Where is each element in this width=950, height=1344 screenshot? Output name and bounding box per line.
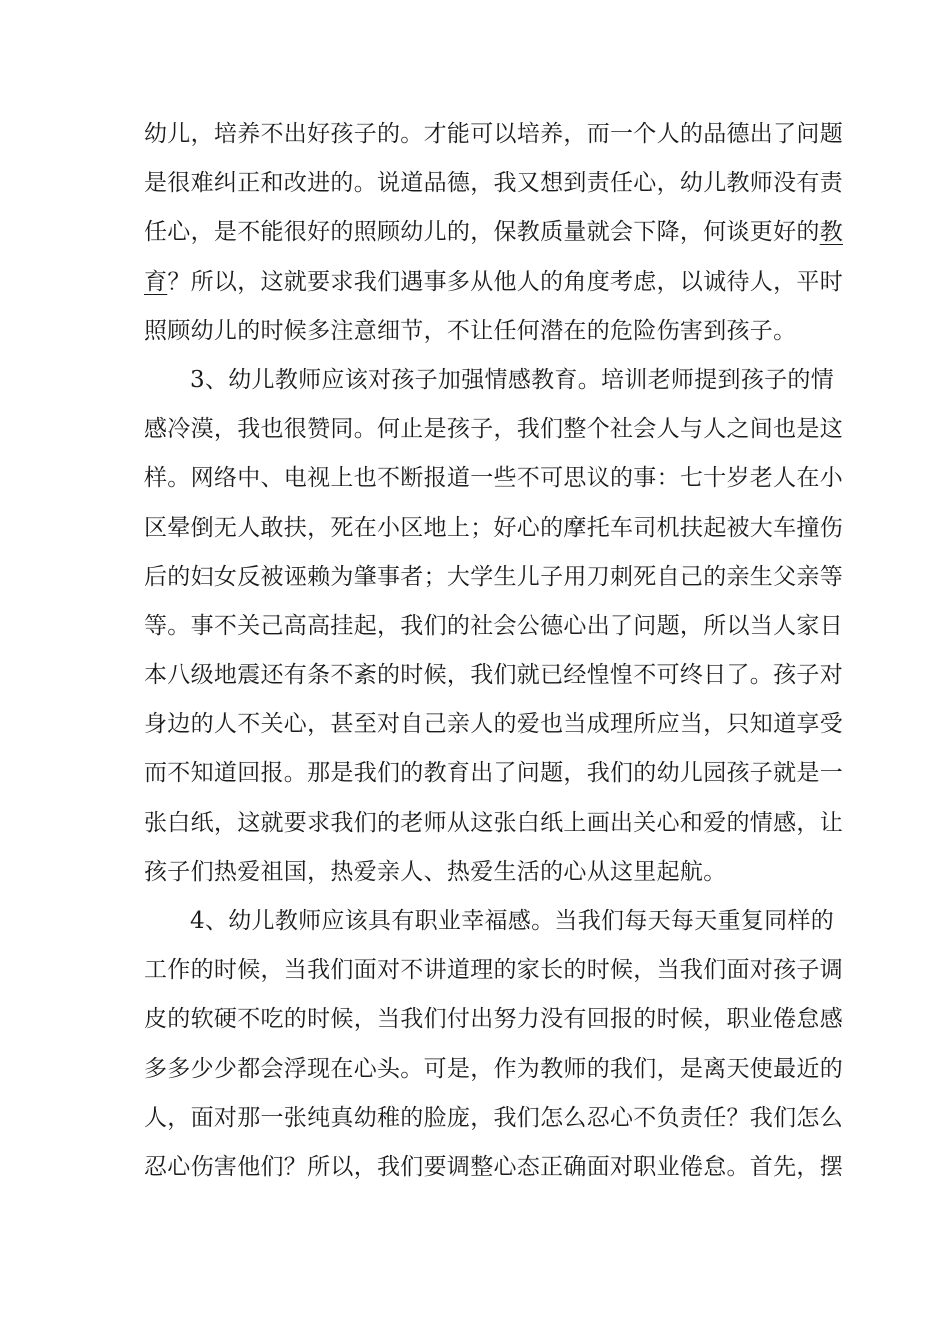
text-line: 皮的软硬不吃的时候，当我们付出努力没有回报的时候，职业倦怠感 [144, 1006, 843, 1033]
text-line: 样。网络中、电视上也不断报道一些不可思议的事：七十岁老人在小 [144, 465, 843, 492]
paragraph-start-line: 4、幼儿教师应该具有职业幸福感。当我们每天每天重复同样的 [190, 908, 835, 934]
text-segment: ？所以，这就要求我们遇事多从他人的角度考虑，以诚待人，平时 [167, 268, 844, 295]
text-line: 工作的时候，当我们面对不讲道理的家长的时候，当我们面对孩子调 [144, 957, 843, 984]
text-line: 照顾幼儿的时候多注意细节，不让任何潜在的危险伤害到孩子。 [144, 317, 797, 344]
text-line: 幼儿，培养不出好孩子的。才能可以培养，而一个人的品德出了问题 [144, 121, 843, 147]
body-text [144, 110, 844, 1192]
text-line: 张白纸，这就要求我们的老师从这张白纸上画出关心和爱的情感，让 [144, 809, 843, 836]
paragraph-start-line: 3、幼儿教师应该对孩子加强情感教育。培训老师提到孩子的情 [190, 366, 835, 393]
text-line [144, 258, 844, 307]
text-line: 忍心伤害他们？所以，我们要调整心态正确面对职业倦怠。首先，摆 [144, 1153, 843, 1180]
underlined-word: 教 [819, 219, 844, 246]
text-line: 多多少少都会浮现在心头。可是，作为教师的我们，是离天使最近的 [144, 1055, 843, 1082]
text-line: 而不知道回报。那是我们的教育出了问题，我们的幼儿园孩子就是一 [144, 760, 843, 787]
text-line: 等。事不关己高高挂起，我们的社会公德心出了问题，所以当人家日 [144, 612, 843, 639]
text-line: 感冷漠，我也很赞同。何止是孩子，我们整个社会人与人之间也是这 [144, 416, 843, 443]
text-line: 本八级地震还有条不紊的时候，我们就已经惶惶不可终日了。孩子对 [144, 662, 843, 689]
text-line: 人，面对那一张纯真幼稚的脸庞，我们怎么忍心不负责任？我们怎么 [144, 1104, 843, 1131]
text-line: 是很难纠正和改进的。说道品德，我又想到责任心，幼儿教师没有责 [144, 170, 843, 197]
text-segment: 任心，是不能很好的照顾幼儿的，保教质量就会下降，何谈更好的 [144, 219, 820, 246]
text-line: 区晕倒无人敢扶，死在小区地上；好心的摩托车司机扶起被大车撞伤 [144, 514, 843, 541]
text-line [144, 208, 844, 257]
text-line: 孩子们热爱祖国，热爱亲人、热爱生活的心从这里起航。 [144, 858, 727, 885]
text-line: 后的妇女反被诬赖为肇事者；大学生儿子用刀刺死自己的亲生父亲等 [144, 563, 843, 590]
underlined-word: 育 [144, 268, 168, 295]
text-line: 身边的人不关心，甚至对自己亲人的爱也当成理所应当，只知道享受 [144, 711, 843, 738]
